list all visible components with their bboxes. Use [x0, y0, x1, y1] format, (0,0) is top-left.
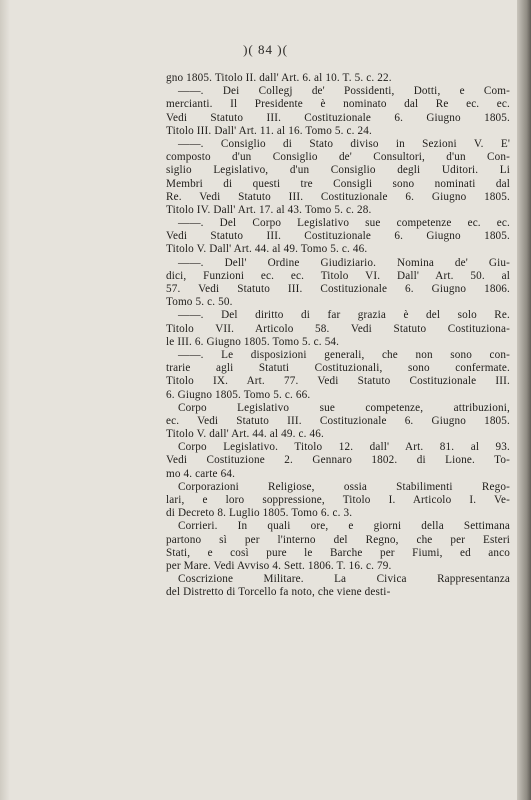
text-line: di Decreto 8. Luglio 1805. Tomo 6. c. 3. [166, 507, 353, 520]
index-entry [166, 309, 510, 349]
index-entry [166, 138, 510, 217]
text-line: Membri di questi tre Consigli sono nominati dal [166, 177, 510, 190]
text-line: del Distretto di Torcello fa noto, che viene desti- [166, 586, 391, 599]
index-entry [166, 349, 510, 402]
index-entry [166, 72, 510, 85]
index-entry [166, 402, 510, 442]
text-line: Stati, e così pure le Barche per Fiumi, ed anco [166, 546, 510, 559]
text-line: Vedi Statuto III. Costituzionale 6. Giugno 1805. [166, 111, 510, 124]
text-line: Titolo V. dall' Art. 44. al 49. c. 46. [166, 428, 324, 441]
text-line: ——. Le disposizioni generali, che non sono con- [178, 348, 510, 361]
text-line: dici, Funzioni ec. ec. Titolo VI. Dall' Art. 50. al [166, 269, 510, 282]
text-line: mo 4. carte 64. [166, 467, 236, 480]
text-line: partono sì per l'interno del Regno, che per Esteri [166, 533, 510, 546]
text-line: Corpo Legislativo sue competenze, attribuzioni, [178, 401, 510, 414]
text-line: Corporazioni Religiose, ossia Stabilimenti Rego- [178, 480, 510, 493]
text-line: le III. 6. Giugno 1805. Tomo 5. c. 54. [166, 335, 340, 348]
text-line: ——. Del diritto di far grazia è del solo Re. [178, 309, 510, 322]
page-binding-edge [517, 0, 531, 800]
text-line: ——. Dei Collegj de' Possidenti, Dotti, e Com- [178, 85, 510, 98]
text-line: Vedi Statuto III. Costituzionale 6. Giugno 1805. [166, 230, 510, 243]
page-number-header: )( 84 )( [243, 42, 288, 57]
text-line: Titolo V. Dall' Art. 44. al 49. Tomo 5. c. 46. [166, 243, 368, 256]
text-line: per Mare. Vedi Avviso 4. Sett. 1806. T. 16. c. 79. [166, 559, 392, 572]
text-line: siglio Legislativo, d'un Consiglio degli Uditori. Li [166, 164, 510, 177]
index-entry [166, 257, 510, 310]
index-entry [166, 441, 510, 481]
text-line: 57. Vedi Statuto III. Costituzionale 6. Giugno 1806. [166, 283, 510, 295]
text-line: ——. Dell' Ordine Giudiziario. Nomina de' Giu- [178, 256, 510, 269]
text-line: Coscrizione Militare. La Civica Rappresentanza [178, 573, 510, 586]
text-line: ec. Vedi Statuto III. Costituzionale 6. Giugno 1805. [166, 414, 510, 427]
index-entry [166, 573, 510, 599]
text-line: composto d'un Consiglio de' Consultori, d'un Con- [166, 151, 510, 164]
text-line: Vedi Costituzione 2. Gennaro 1802. di Lione. To- [166, 454, 510, 467]
index-entry [166, 481, 510, 521]
index-text-block [166, 72, 510, 600]
text-line: Tomo 5. c. 50. [166, 296, 233, 309]
index-entry [166, 520, 510, 573]
text-line: gno 1805. Titolo II. dall' Art. 6. al 10. T. 5. c. 22. [166, 72, 392, 84]
text-line: Corrieri. In quali ore, e giorni della Settimana [178, 520, 510, 533]
page-left-edge [0, 0, 10, 800]
index-entry [166, 217, 510, 257]
text-line: Titolo III. Dall' Art. 11. al 16. Tomo 5. c. 24. [166, 124, 372, 137]
text-line: 6. Giugno 1805. Tomo 5. c. 66. [166, 388, 311, 401]
index-entry [166, 85, 510, 138]
text-line: trarie agli Statuti Costituzionali, sono confermate. [166, 362, 510, 375]
text-line: Re. Vedi Statuto III. Costituzionale 6. Giugno 1805. [166, 190, 510, 203]
text-line: ——. Consiglio di Stato diviso in Sezioni V. E' [178, 137, 510, 150]
text-line: lari, e loro soppressione, Titolo I. Articolo I. Ve- [166, 494, 510, 506]
text-line: ——. Del Corpo Legislativo sue competenze ec. ec. [178, 217, 510, 230]
text-line: Titolo VII. Articolo 58. Vedi Statuto Costituziona- [166, 322, 510, 335]
text-line: Titolo IX. Art. 77. Vedi Statuto Costituzionale III. [166, 375, 510, 388]
text-line: Titolo IV. Dall' Art. 17. al 43. Tomo 5. c. 28. [166, 203, 372, 216]
text-line: Corpo Legislativo. Titolo 12. dall' Art. 81. al 93. [178, 441, 510, 454]
text-line: mercianti. Il Presidente è nominato dal Re ec. ec. [166, 98, 510, 111]
